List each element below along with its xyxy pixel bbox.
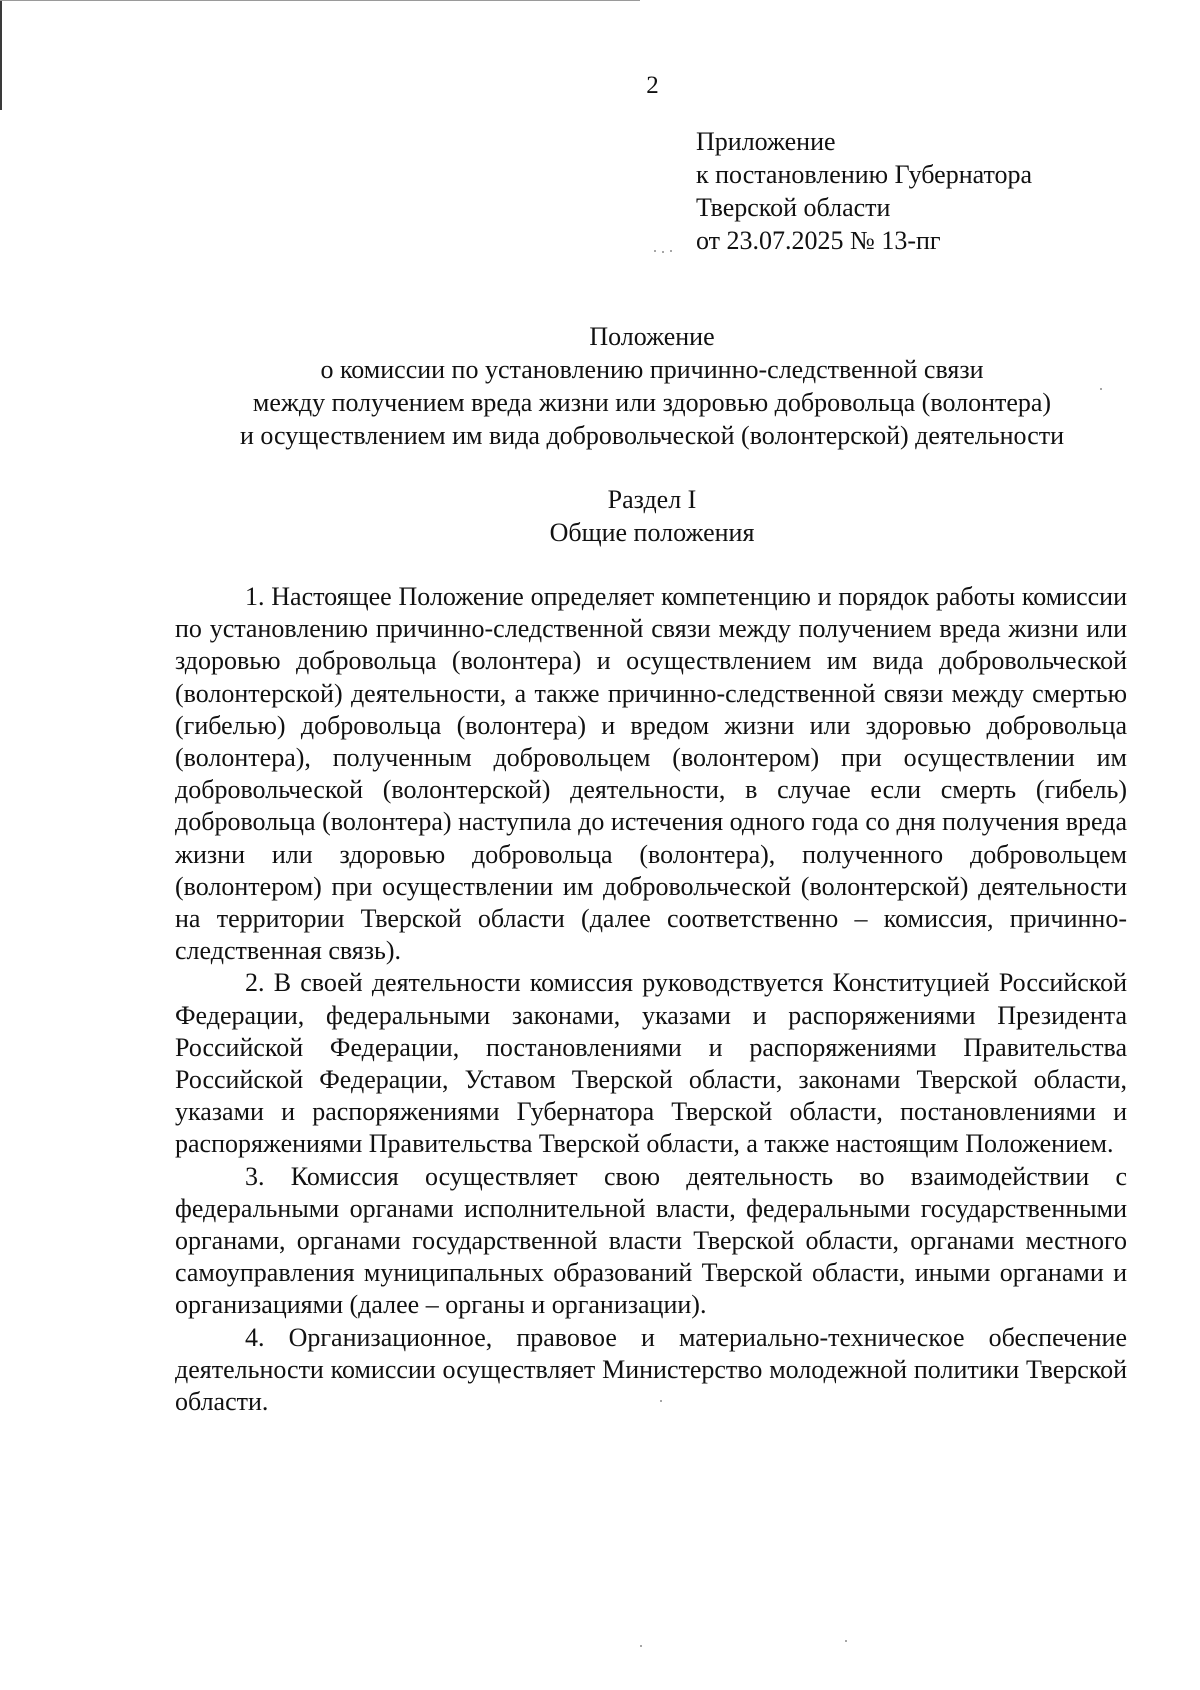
scan-speck — [670, 250, 672, 252]
body-text — [175, 581, 1127, 1418]
paragraph: 2. В своей деятельности комиссия руководствуется Конституцией Российской Федерации, федеральными законами, указами и распоряжениями Президента Российской Федерации, постановлениями и распоряжениями Правительства Российской Федерации, Уставом Тверской области, законами Тверской области, указами и распоряжениями Губернатора Тверской области, постановлениями и распоряжениями Правительства Тверской области, а также настоящим Положением. — [175, 968, 1127, 1159]
scan-speck — [640, 1645, 642, 1647]
appendix-line: Тверской области — [696, 193, 891, 222]
appendix-line: от 23.07.2025 № 13-пг — [696, 226, 941, 255]
document-title — [0, 320, 1200, 452]
scan-speck — [1100, 388, 1102, 390]
scan-edge-top — [0, 0, 640, 1]
scan-speck — [660, 1400, 662, 1402]
scan-speck — [662, 251, 664, 253]
section-heading — [0, 483, 1200, 549]
appendix-block — [696, 125, 1032, 257]
appendix-line: к постановлению Губернатора — [696, 160, 1033, 189]
scan-speck — [654, 250, 656, 252]
section-number: Раздел I — [607, 485, 697, 514]
section-name: Общие положения — [549, 518, 755, 547]
paragraph: 4. Организационное, правовое и материально-техническое обеспечение деятельности комиссии осуществляет Министерство молодежной политики Тверской области. — [175, 1322, 1127, 1417]
title-line: и осуществлением им вида добровольческой (волонтерской) деятельности — [239, 421, 1065, 450]
appendix-line: Приложение — [696, 127, 836, 156]
page-number: 2 — [646, 72, 659, 99]
paragraph: 1. Настоящее Положение определяет компетенцию и порядок работы комиссии по установлению причинно-следственной связи между получением вреда жизни или здоровью добровольца (волонтера) и осуществлением им вида добровольческой (волонтерской) деятельности, а также причинно-следственной связи между смертью (гибелью) добровольца (волонтера) и вредом жизни или здоровью добровольца (волонтера), полученным добровольцем (волонтером) при осуществлении им добровольческой (волонтерской) деятельности, в случае если смерть (гибель) добровольца (волонтера) наступила до истечения одного года со дня получения вреда жизни или здоровью добровольца (волонтера), полученного добровольцем (волонтером) при осуществлении им добровольческой (волонтерской) деятельности на территории Тверской области (далее соответственно – комиссия, причинно-следственная связь). — [175, 582, 1127, 966]
scan-speck — [845, 1640, 847, 1642]
title-line: Положение — [589, 322, 715, 351]
title-line: о комиссии по установлению причинно-следственной связи — [320, 355, 984, 384]
title-line: между получением вреда жизни или здоровью добровольца (волонтера) — [252, 388, 1052, 417]
paragraph: 3. Комиссия осуществляет свою деятельность во взаимодействии с федеральными органами исполнительной власти, федеральными государственными органами, органами государственной власти Тверской области, органами местного самоуправления муниципальных образований Тверской области, иными органами и организациями (далее – органы и организации). — [175, 1161, 1127, 1320]
